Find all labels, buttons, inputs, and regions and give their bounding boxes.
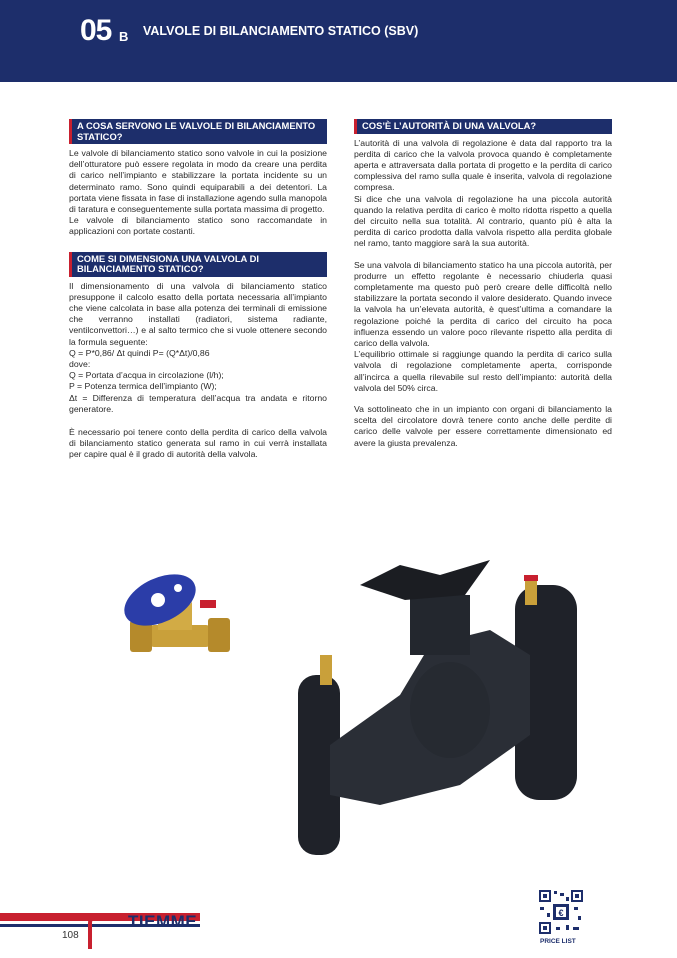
paragraph: Le valvole di bilanciamento statico sono raccomandate in applicazioni con portate costanti. [69, 215, 327, 237]
definitions-intro: dove: [69, 359, 91, 370]
svg-text:€: € [558, 908, 564, 918]
footer-hook-decoration [88, 913, 110, 949]
formula: Q = P*0,86/ Δt quindi P= (Q*Δt)/0,86 [69, 347, 210, 358]
paragraph: È necessario poi tenere conto della perdita di carico della valvola di bilanciamento statico generata sul ramo in cui verrà installata per capire qual è il grado di autorità della valvola. [69, 427, 327, 460]
cast-iron-valve-image [290, 535, 590, 860]
chapter-letter: B [119, 29, 129, 44]
paragraph: Il dimensionamento di una valvola di bilanciamento statico presuppone il calcolo esatto della portata necessaria all’impianto che viene calcolata in base alla potenza dei terminali di emissione che verranno installati (radiatori, sistema radiante, ventilconvettori…) e al salto termico che si vuole ottenere secondo la formula seguente: [69, 280, 327, 347]
paragraph: Le valvole di bilanciamento statico sono valvole in cui la posizione dell’otturatore può essere regolata in modo da creare una perdita di carico nell’impianto e stabilizzare la portata incidente su un determinato ramo. Sono quindi equiparabili a dei detentori. La portata viene fissata in fase di installazione agendo sulla manopola di taratura e conseguentemente sulla portata massima di progetto. [69, 148, 327, 215]
brand-logo: TIEMME [128, 912, 198, 931]
paragraph: L’autorità di una valvola di regolazione è data dal rapporto tra la perdita di carico che la valvola provoca quando è completamente aperta e attraversata dalla portata di progetto e la perdita di carico complessiva del ramo sulla quale è inserita, valvola di regolazione compresa. [354, 137, 612, 193]
brass-valve-image [100, 560, 250, 700]
definition-dt: Δt = Differenza di temperatura dell’acqua tra andata e ritorno generatore. [69, 392, 327, 414]
section-heading-authority: COS’È L’AUTORITÀ DI UNA VALVOLA? [354, 119, 612, 134]
page-header [0, 0, 677, 82]
right-column [354, 119, 612, 449]
paragraph: Se una valvola di bilanciamento statico ha una piccola autorità, per produrre un effetto regolante è necessario chiuderla quasi completamente ma questo può però creare delle difficoltà nello stabilizzare la portata secondo il valore desiderato. Quando invece la valvola ha un’elevata autorità, è quest’ultima a comandare la regolazione poiché la perdita di carico del circuito ha poca influenza essendo un valore poco rilevante rispetto alla perdita di carico della valvola. [354, 259, 612, 348]
section-heading-sizing: COME SI DIMENSIONA UNA VALVOLA DI BILANCIAMENTO STATICO? [69, 252, 327, 277]
page-number: 108 [62, 930, 79, 941]
chapter-number: 05 [80, 14, 112, 47]
paragraph: Va sottolineato che in un impianto con organi di bilanciamento la scelta del circolatore dovrà tenere conto anche delle perdite di carico delle valvole per essere correttamente dimensionato ed avere la giusta prevalenza. [354, 403, 612, 448]
price-list-label: PRICE LIST [540, 938, 576, 945]
section-heading-purpose: A COSA SERVONO LE VALVOLE DI BILANCIAMENTO STATICO? [69, 119, 327, 144]
paragraph: L’equilibrio ottimale si raggiunge quando la perdita di carico sulla valvola di regolazione completamente aperta, corrisponde all’incirca a quella rilevabile sul resto dell’impianto: autorità della valvola del 50% circa. [354, 349, 612, 393]
definition-p: P = Potenza termica dell’impianto (W); [69, 381, 217, 392]
chapter-title: VALVOLE DI BILANCIAMENTO STATICO (SBV) [143, 24, 419, 38]
paragraph: Si dice che una valvola di regolazione ha una piccola autorità quando la relativa perdita di carico è molto ridotta rispetto a quella del circuito nella sua totalità. Al contrario, quanto più è alta la perdita di carico prodotta dalla valvola rispetto alla perdita globale nel ramo, tanto maggiore sarà la sua autorità. [354, 193, 612, 249]
definition-q: Q = Portata d’acqua in circolazione (l/h); [69, 370, 224, 381]
qr-code-icon[interactable] [538, 889, 584, 935]
left-column [69, 119, 327, 461]
